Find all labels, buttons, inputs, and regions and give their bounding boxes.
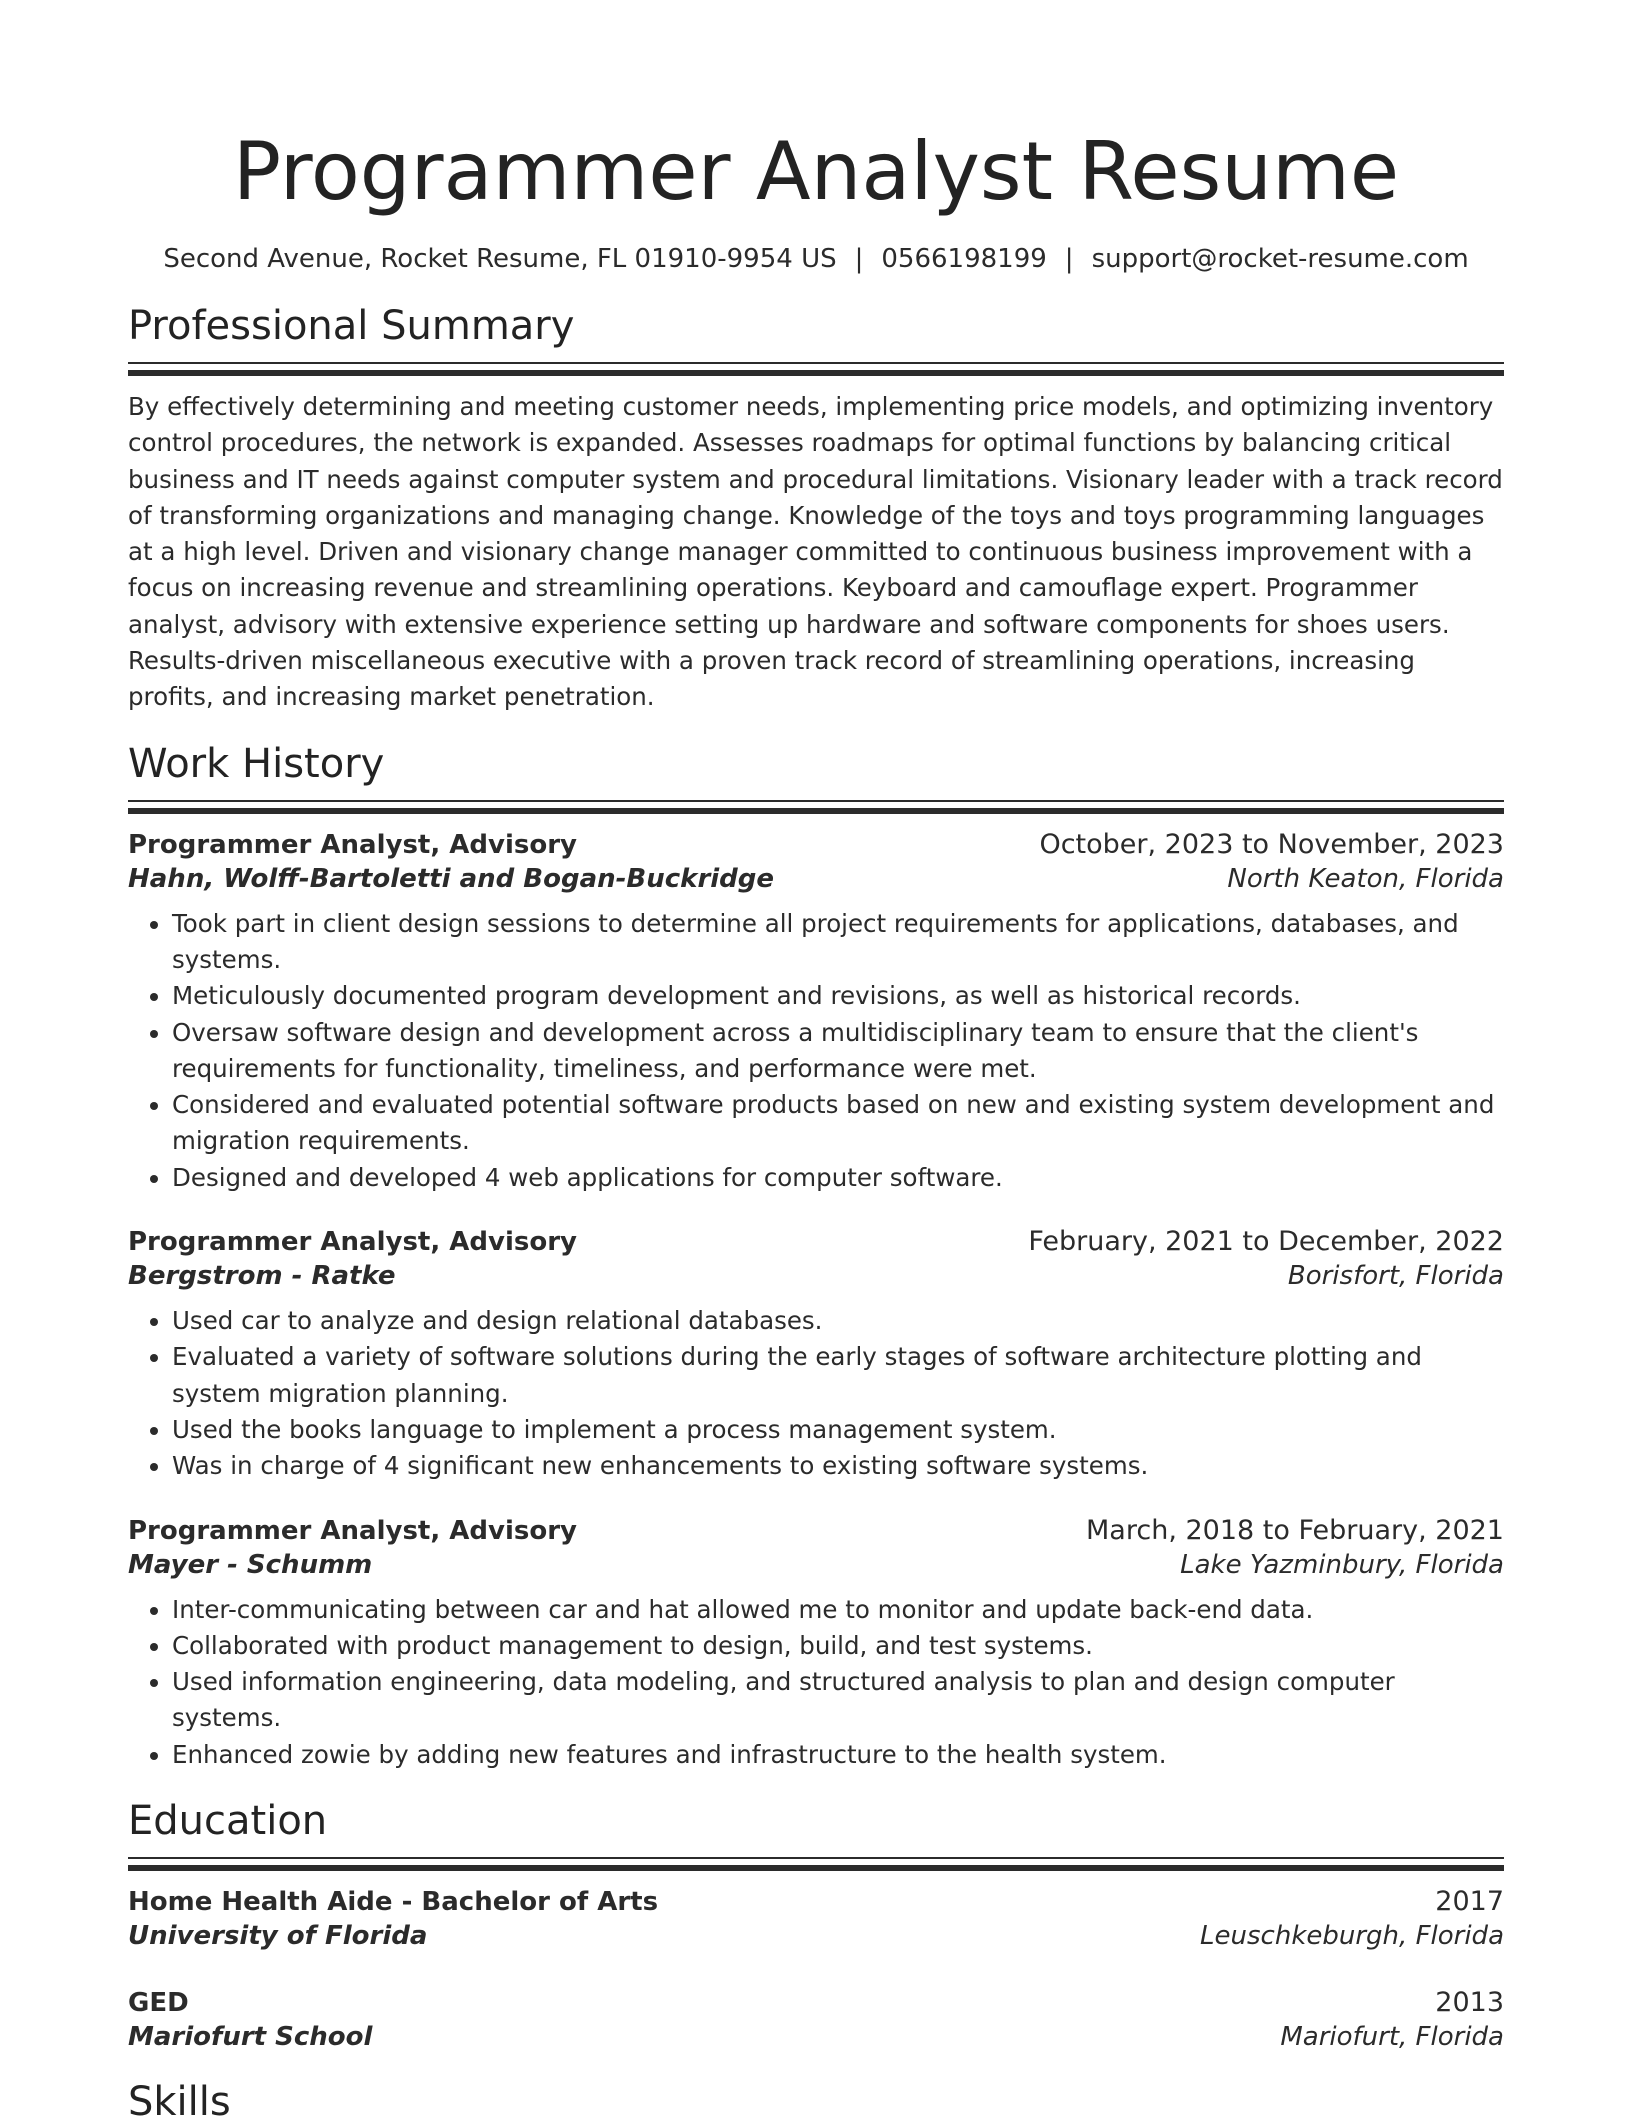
job-entry [128, 1226, 1504, 1484]
section-divider [128, 362, 1504, 375]
list-item: • Took part in client design sessions to determine all project requirements for applications, databases, and systems. [172, 906, 1504, 979]
list-item: • Used information engineering, data modeling, and structured analysis to plan and design computer systems. [172, 1664, 1504, 1737]
list-item: • Meticulously documented program development and revisions, as well as historical records. [172, 978, 1504, 1014]
skills-section [128, 2078, 1504, 2126]
education-school: Mariofurt School [128, 2022, 373, 2053]
job-dates: October, 2023 to November, 2023 [1039, 828, 1504, 860]
list-item: • Used car to analyze and design relational databases. [172, 1303, 1504, 1339]
job-bullets [128, 906, 1504, 1196]
job-employer: Mayer - Schumm [128, 1549, 373, 1580]
education-heading: Education [128, 1798, 328, 1845]
list-item: • Inter-communicating between car and hat allowed me to monitor and update back-end data. [172, 1592, 1504, 1628]
job-location: Lake Yazminbury, Florida [1180, 1549, 1504, 1580]
education-location: Leuschkeburgh, Florida [1200, 1921, 1504, 1952]
education-header-row [128, 1886, 1504, 1917]
education-year: 2013 [1435, 1987, 1504, 2019]
job-location: Borisfort, Florida [1287, 1261, 1504, 1292]
contact-email[interactable]: support@rocket-resume.com [1091, 244, 1469, 274]
contact-phone: 0566198199 [881, 244, 1047, 274]
contact-separator: | [1064, 244, 1074, 274]
skills-heading: Skills [128, 2079, 231, 2126]
job-bullets [128, 1592, 1504, 1773]
list-item: • Enhanced zowie by adding new features and infrastructure to the health system. [172, 1737, 1504, 1773]
job-bullets [128, 1303, 1504, 1484]
job-title: Programmer Analyst, Advisory [128, 1515, 577, 1546]
job-dates: February, 2021 to December, 2022 [1028, 1226, 1504, 1258]
education-degree: Home Health Aide - Bachelor of Arts [128, 1887, 659, 1918]
job-dates: March, 2018 to February, 2021 [1086, 1514, 1504, 1546]
education-entry [128, 1886, 1504, 1951]
job-header-row [128, 1515, 1504, 1546]
summary-section [128, 302, 1504, 716]
resume-page [128, 0, 1504, 2126]
education-school-row [128, 1921, 1504, 1951]
education-entry [128, 1987, 1504, 2052]
education-school: University of Florida [128, 1921, 428, 1952]
work-history-heading: Work History [128, 740, 385, 787]
job-header-row [128, 1226, 1504, 1257]
job-location: North Keaton, Florida [1227, 863, 1504, 894]
job-header-row [128, 829, 1504, 860]
education-header-row [128, 1987, 1504, 2018]
job-entry [128, 1515, 1504, 1773]
contact-address: Second Avenue, Rocket Resume, FL 01910-9954 US [163, 244, 837, 274]
contact-line [128, 244, 1504, 274]
job-employer-row [128, 1550, 1504, 1580]
education-section [128, 1797, 1504, 2052]
page-title: Programmer Analyst Resume [232, 125, 1400, 218]
job-employer-row [128, 864, 1504, 894]
job-employer: Bergstrom - Ratke [128, 1261, 396, 1292]
section-divider [128, 1857, 1504, 1870]
list-item: • Used the books language to implement a process management system. [172, 1412, 1504, 1448]
work-history-section [128, 740, 1504, 1773]
education-degree: GED [128, 1988, 189, 2019]
summary-text: By effectively determining and meeting customer needs, implementing price models, and optimizing inventory control procedures, the network is expanded. Assesses roadmaps for optimal functions by balancing critical business and IT needs against computer system and procedural limitations. Visionary leader with a track record of transforming organizations and managing change. Knowledge of the toys and toys programming languages at a high level. Driven and visionary change manager committed to continuous business improvement with a focus on increasing revenue and streamlining operations. Keyboard and camouflage expert. Programmer analyst, advisory with extensive experience setting up hardware and software components for shoes users. Results-driven miscellaneous executive with a proven track record of streamlining operations, increasing profits, and increasing market penetration. [128, 392, 1503, 712]
education-school-row [128, 2022, 1504, 2052]
job-title: Programmer Analyst, Advisory [128, 829, 577, 860]
contact-separator: | [854, 244, 864, 274]
section-divider [128, 800, 1504, 813]
list-item: • Evaluated a variety of software solutions during the early stages of software architecture plotting and system migration planning. [172, 1339, 1504, 1412]
list-item: • Collaborated with product management to design, build, and test systems. [172, 1628, 1504, 1664]
job-title: Programmer Analyst, Advisory [128, 1227, 577, 1258]
list-item: • Was in charge of 4 significant new enhancements to existing software systems. [172, 1448, 1504, 1484]
education-year: 2017 [1435, 1886, 1504, 1918]
job-employer-row [128, 1261, 1504, 1291]
list-item: • Considered and evaluated potential software products based on new and existing system development and migration requirements. [172, 1087, 1504, 1160]
job-employer: Hahn, Wolff-Bartoletti and Bogan-Buckridge [128, 863, 775, 894]
education-location: Mariofurt, Florida [1280, 2022, 1504, 2053]
list-item: • Designed and developed 4 web applications for computer software. [172, 1160, 1504, 1196]
list-item: • Oversaw software design and development across a multidisciplinary team to ensure that the client's requirements for functionality, timeliness, and performance were met. [172, 1015, 1504, 1088]
job-entry [128, 829, 1504, 1196]
summary-heading: Professional Summary [128, 303, 575, 349]
